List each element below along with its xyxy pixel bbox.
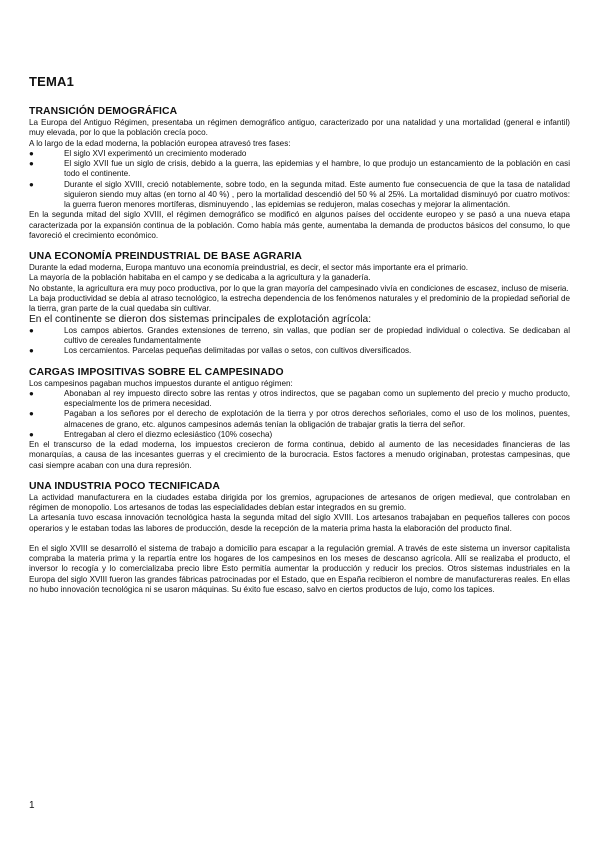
- list-item-text: Los cercamientos. Parcelas pequeñas delimitadas por vallas o setos, con cultivos diversificados.: [64, 346, 412, 356]
- list-item-text: Entregaban al clero el diezmo eclesiástico (10% cosecha): [64, 429, 273, 439]
- paragraph: La baja productividad se debía al atraso tecnológico, la estrecha dependencia de los fenómenos naturales y el predominio de la propiedad señorial de la tierra, gran parte de la cual quedaba sin cultivar.: [29, 293, 570, 313]
- paragraph-gap: [29, 534, 570, 544]
- section-economia-preindustrial: [29, 251, 570, 357]
- list-item-text: Abonaban al rey impuesto directo sobre las rentas y otros indirectos, que se pagaban como un suplemento del precio y mucho producto, especialmente los de primera necesidad.: [64, 388, 570, 408]
- section-industria-poco-tecnificada: [29, 481, 570, 595]
- paragraph-large: En el continente se dieron dos sistemas principales de explotación agrícola:: [29, 314, 372, 326]
- document-page: [29, 74, 570, 605]
- page-number: 1: [29, 800, 35, 811]
- list-item: [29, 430, 570, 440]
- list-item: [29, 346, 570, 356]
- list-item: [29, 326, 570, 347]
- bullet-list: [29, 149, 570, 211]
- section-heading: TRANSICIÓN DEMOGRÁFICA: [29, 106, 178, 117]
- list-item: [29, 389, 570, 410]
- list-item-text: El siglo XVII fue un siglo de crisis, debido a la guerra, las epidemias y el hambre, lo que produjo un estancamiento de la población en casi todo el continente.: [64, 159, 570, 179]
- list-item-text: Durante el siglo XVIII, creció notablemente, sobre todo, en la segunda mitad. Este aumento fue consecuencia de que la tasa de natalidad siguieron siendo muy altas (en torno al 40 %) , pero la mortalidad descendió del 50 % al 25%. La mortalidad disminuyó por cuatro motivos: la guerra fueron menores mortíferas, disminuyendo , las epidemias se redujeron, malas cosechas y mejorar la alimentación.: [64, 179, 570, 209]
- bullet-icon: ●: [29, 346, 34, 356]
- section-heading: UNA ECONOMÍA PREINDUSTRIAL DE BASE AGRARIA: [29, 251, 303, 262]
- paragraph: La artesanía tuvo escasa innovación tecnológica hasta la segunda mitad del siglo XVIII. Los artesanos trabajaban en pequeños talleres con pocos operarios y le estaban todas las labores de producción, desde la recepción de la materia prima hasta la elaboración del producto final.: [29, 513, 570, 533]
- paragraph: A lo largo de la edad moderna, la población europea atravesó tres fases:: [29, 138, 291, 148]
- paragraph: En el transcurso de la edad moderna, los impuestos crecieron de forma continua, debido al aumento de las necesidades financieras de las monarquías, a causa de las incesantes guerras y el crecimiento de la burocracia. Estos factores a menudo originaban, protestas campesinas, que casi siempre acaban con una dura represión.: [29, 440, 570, 470]
- bullet-list: [29, 326, 570, 357]
- paragraph: No obstante, la agricultura era muy poco productiva, por lo que la gran mayoría del campesinado vivía en condiciones de escasez, incluso de miseria.: [29, 283, 569, 293]
- paragraph: En el siglo XVIII se desarrolló el sistema de trabajo a domicilio para escapar a la regulación gremial. A través de este sistema un inversor capitalista compraba la materia prima y la repartía entre los hogares de los campesinos en los meses de descanso agrícola. Allí se realizaba el producto, el inversor lo recogía y lo comercializaba precio libre Esto permitía aumentar la producción y reducir los precios. Otros sistemas industriales en la Europa del siglo XVIII fueron las grandes fábricas patrocinadas por el Estado, que en España recibieron el nombre de manufactureras reales. En ellas no hubo innovación tecnológica ni se usaron máquinas. Su éxito fue escaso, salvo en ciertos productos de lujo, como los tapices.: [29, 543, 570, 594]
- paragraph: En la segunda mitad del siglo XVIII, el régimen demográfico se modificó en algunos países del occidente europeo y se pasó a una nueva etapa caracterizada por la expansión continua de la población. Como había más gente, aumentaba la demanda de productos básicos del consumo, lo que favoreció el crecimiento económico.: [29, 210, 570, 240]
- paragraph: La mayoría de la población habitaba en el campo y se dedicaba a la agricultura y la ganadería.: [29, 273, 371, 283]
- bullet-icon: ●: [29, 429, 34, 439]
- bullet-icon: ●: [29, 409, 34, 419]
- bullet-icon: ●: [29, 148, 34, 158]
- document-title: TEMA1: [29, 74, 75, 89]
- list-item-text: Los campos abiertos. Grandes extensiones de terreno, sin vallas, que podían ser de propiedad individual o colectiva. Se dedicaban al cultivo de cereales fundamentalmente: [64, 325, 570, 345]
- bullet-icon: ●: [29, 159, 34, 168]
- paragraph: La actividad manufacturera en la ciudades estaba dirigida por los gremios, agrupaciones de artesanos de origen medieval, que controlaban en régimen de monopolio. Los artesanos de todas las especialidades debían estar integrados en su gremio.: [29, 492, 570, 512]
- list-item-text: Pagaban a los señores por el derecho de explotación de la tierra y por otros derechos señoriales, como el uso de los molinos, puentes, almacenes de grano, etc. algunos campesinos además tenían la obligación de trabajar gratis la tierra del señor.: [64, 409, 570, 429]
- list-item: [29, 149, 570, 159]
- bullet-list: [29, 389, 570, 440]
- bullet-icon: ●: [29, 325, 34, 335]
- section-heading: CARGAS IMPOSITIVAS SOBRE EL CAMPESINADO: [29, 366, 284, 378]
- bullet-icon: ●: [29, 388, 34, 398]
- paragraph: Los campesinos pagaban muchos impuestos durante el antiguo régimen:: [29, 378, 293, 388]
- list-item-text: El siglo XVI experimentó un crecimiento moderado: [64, 148, 247, 158]
- paragraph: Durante la edad moderna, Europa mantuvo una economía preindustrial, es decir, el sector más importante era el primario.: [29, 263, 468, 272]
- bullet-icon: ●: [29, 179, 34, 189]
- section-cargas-impositivas: [29, 367, 570, 471]
- section-transicion-demografica: [29, 106, 570, 241]
- paragraph: La Europa del Antiguo Régimen, presentaba un régimen demográfico antiguo, caracterizado por una natalidad y una mortalidad (general e infantil) muy elevada, por lo que la población crecía poco.: [29, 118, 570, 138]
- list-item: [29, 409, 570, 430]
- section-heading: UNA INDUSTRIA POCO TECNIFICADA: [29, 480, 220, 492]
- list-item: [29, 180, 570, 211]
- list-item: [29, 159, 570, 180]
